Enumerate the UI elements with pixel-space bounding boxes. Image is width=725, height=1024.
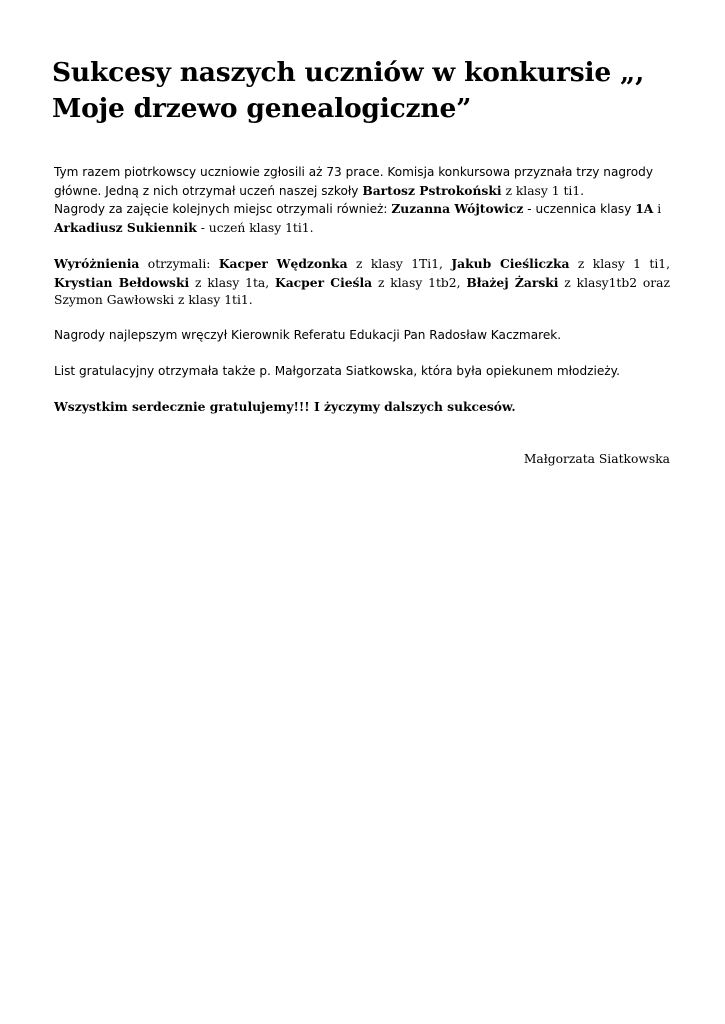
honoree-class: z klasy 1tb2, xyxy=(372,275,467,290)
honoree-name: Krystian Bełdowski xyxy=(54,274,190,290)
results-first-prize-text: główne. Jedną z nich otrzymał uczeń naszej szkoły xyxy=(54,183,363,198)
signature: Małgorzata Siatkowska xyxy=(523,452,670,467)
second-place-class: 1A xyxy=(635,201,654,217)
honoree-class: z klasy1tb2 oraz Szymon Gawłowski z klasy 1ti1. xyxy=(54,275,670,308)
paragraph-honorable-mentions xyxy=(54,255,670,310)
honoree-name: Jakub Cieśliczka xyxy=(451,255,570,271)
article-body xyxy=(54,164,670,469)
honoree-class: z klasy 1ta, xyxy=(189,275,276,290)
paragraph-awards-presenter: Nagrody najlepszym wręczył Kierownik Referatu Edukacji Pan Radosław Kaczmarek. xyxy=(54,328,562,343)
results-intro-text: Tym razem piotrkowscy uczniowie zgłosili aż 73 prace. Komisja konkursowa przyznała trzy nagrody xyxy=(54,165,653,179)
winner-name: Bartosz Pstrokoński xyxy=(362,182,502,198)
third-place-name: Arkadiusz Sukiennik xyxy=(54,219,197,235)
second-place-class-text: - uczennica klasy xyxy=(523,202,636,217)
honoree-name: Kacper Cieśla xyxy=(275,274,373,290)
article-title: Sukcesy naszych uczniów w konkursie „, Moje drzewo genealogiczne” xyxy=(52,57,645,124)
honoree-class: z klasy 1 ti1, xyxy=(569,256,671,271)
honoree-class: z klasy 1Ti1, xyxy=(347,256,452,271)
honoree-name: Kacper Wędzonka xyxy=(218,255,348,271)
closing-text: Wszystkim serdecznie gratulujemy!!! I życzymy dalszych sukcesów. xyxy=(54,398,516,414)
honoree-name: Błażej Żarski xyxy=(466,274,559,290)
paragraph-letter: List gratulacyjny otrzymała także p. Małgorzata Siatkowska, która była opiekunem młodzieży. xyxy=(54,363,620,378)
winner-class: z klasy 1 ti1. xyxy=(501,183,585,198)
paragraph-results xyxy=(54,164,670,237)
article xyxy=(52,55,671,487)
further-places-text: Nagrody za zajęcie kolejnych miejsc otrzymali również: xyxy=(54,202,392,217)
paragraph-closing xyxy=(54,398,670,417)
honorable-mentions-intro: otrzymali: xyxy=(139,256,219,271)
third-place-class: - uczeń klasy 1ti1. xyxy=(196,220,314,235)
honorable-mentions-label: Wyróżnienia xyxy=(54,255,140,271)
conjunction-text: i xyxy=(653,202,662,217)
second-place-name: Zuzanna Wójtowicz xyxy=(391,201,524,217)
